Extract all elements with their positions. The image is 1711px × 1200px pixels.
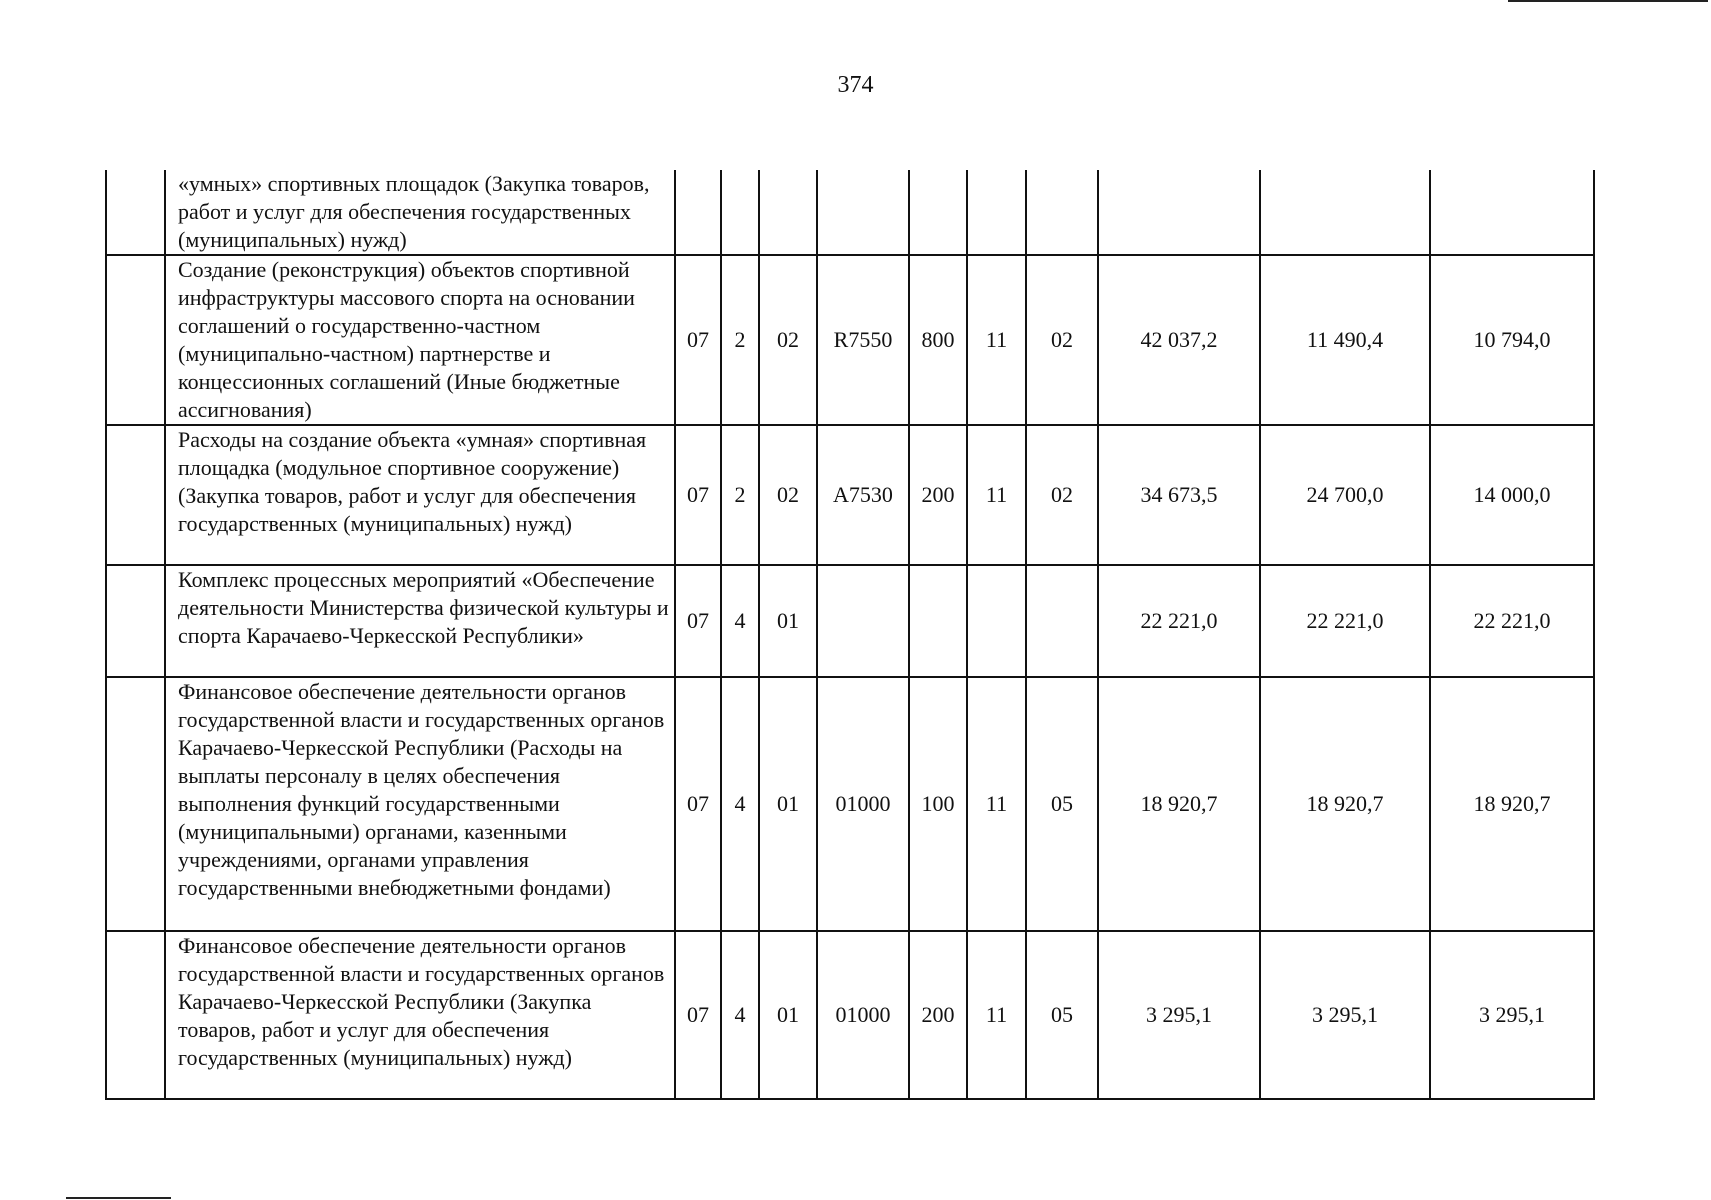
code-event: 02 <box>759 425 817 565</box>
amount-year-2 <box>1260 170 1430 255</box>
code-event <box>759 170 817 255</box>
row-description: Комплекс процессных мероприятий «Обеспечение деятельности Министерства физической культуры и спорта Карачаево-Черкесской Республики» <box>165 565 675 677</box>
row-number-cell <box>106 425 165 565</box>
amount-year-3: 18 920,7 <box>1430 677 1594 931</box>
amount-year-2: 11 490,4 <box>1260 255 1430 425</box>
code-program: 07 <box>675 565 721 677</box>
amount-year-1 <box>1098 170 1260 255</box>
code-subprogram: 2 <box>721 425 759 565</box>
code-subprogram: 4 <box>721 565 759 677</box>
table-row <box>106 931 1594 1099</box>
code-section: 11 <box>967 255 1026 425</box>
table-row <box>106 425 1594 565</box>
code-direction <box>817 170 909 255</box>
amount-year-3: 22 221,0 <box>1430 565 1594 677</box>
code-expense-type <box>909 170 967 255</box>
amount-year-3: 14 000,0 <box>1430 425 1594 565</box>
code-subprogram: 4 <box>721 931 759 1099</box>
row-number-cell <box>106 931 165 1099</box>
budget-table <box>105 170 1595 1100</box>
code-event: 01 <box>759 565 817 677</box>
code-subsection: 05 <box>1026 931 1098 1099</box>
row-description: Финансовое обеспечение деятельности органов государственной власти и государственных органов Карачаево-Черкесской Республики (Закупка товаров, работ и услуг для обеспечения государственных (муниципальных) нужд) <box>165 931 675 1099</box>
code-expense-type <box>909 565 967 677</box>
code-subsection: 02 <box>1026 425 1098 565</box>
amount-year-2: 3 295,1 <box>1260 931 1430 1099</box>
code-direction: 01000 <box>817 931 909 1099</box>
amount-year-2: 24 700,0 <box>1260 425 1430 565</box>
page-number: 374 <box>837 72 874 98</box>
amount-year-3 <box>1430 170 1594 255</box>
code-expense-type: 200 <box>909 425 967 565</box>
corner-rule-top <box>1508 0 1708 2</box>
code-direction: A7530 <box>817 425 909 565</box>
code-event: 01 <box>759 677 817 931</box>
row-description: Расходы на создание объекта «умная» спортивная площадка (модульное спортивное сооружение) (Закупка товаров, работ и услуг для обеспечения государственных (муниципальных) нужд) <box>165 425 675 565</box>
row-number-cell <box>106 170 165 255</box>
amount-year-1: 22 221,0 <box>1098 565 1260 677</box>
code-program <box>675 170 721 255</box>
row-description: Финансовое обеспечение деятельности органов государственной власти и государственных органов Карачаево-Черкесской Республики (Расходы на выплаты персоналу в целях обеспечения выполнения функций государственными (муниципальными) органами, казенными учреждениями, органами управления государственными внебюджетными фондами) <box>165 677 675 931</box>
amount-year-2: 18 920,7 <box>1260 677 1430 931</box>
code-program: 07 <box>675 255 721 425</box>
amount-year-2: 22 221,0 <box>1260 565 1430 677</box>
code-section <box>967 170 1026 255</box>
table-row <box>106 170 1594 255</box>
code-direction: R7550 <box>817 255 909 425</box>
code-section: 11 <box>967 425 1026 565</box>
row-number-cell <box>106 565 165 677</box>
code-program: 07 <box>675 425 721 565</box>
code-subsection <box>1026 170 1098 255</box>
amount-year-1: 34 673,5 <box>1098 425 1260 565</box>
code-subsection: 02 <box>1026 255 1098 425</box>
amount-year-1: 3 295,1 <box>1098 931 1260 1099</box>
code-section: 11 <box>967 677 1026 931</box>
code-subsection: 05 <box>1026 677 1098 931</box>
code-subsection <box>1026 565 1098 677</box>
code-program: 07 <box>675 931 721 1099</box>
code-section <box>967 565 1026 677</box>
code-subprogram: 4 <box>721 677 759 931</box>
code-subprogram <box>721 170 759 255</box>
amount-year-3: 10 794,0 <box>1430 255 1594 425</box>
table-row <box>106 565 1594 677</box>
row-description: «умных» спортивных площадок (Закупка товаров, работ и услуг для обеспечения государственных (муниципальных) нужд) <box>165 170 675 255</box>
amount-year-1: 42 037,2 <box>1098 255 1260 425</box>
code-expense-type: 100 <box>909 677 967 931</box>
table-row <box>106 255 1594 425</box>
code-program: 07 <box>675 677 721 931</box>
code-expense-type: 800 <box>909 255 967 425</box>
code-direction <box>817 565 909 677</box>
row-number-cell <box>106 255 165 425</box>
code-event: 02 <box>759 255 817 425</box>
table-body <box>106 170 1594 1099</box>
amount-year-3: 3 295,1 <box>1430 931 1594 1099</box>
code-expense-type: 200 <box>909 931 967 1099</box>
code-direction: 01000 <box>817 677 909 931</box>
code-event: 01 <box>759 931 817 1099</box>
table-row <box>106 677 1594 931</box>
corner-rule-bottom <box>66 1197 171 1199</box>
row-number-cell <box>106 677 165 931</box>
amount-year-1: 18 920,7 <box>1098 677 1260 931</box>
code-subprogram: 2 <box>721 255 759 425</box>
row-description: Создание (реконструкция) объектов спортивной инфраструктуры массового спорта на основании соглашений о государственно-частном (муниципально-частном) партнерстве и концессионных соглашений (Иные бюджетные ассигнования) <box>165 255 675 425</box>
code-section: 11 <box>967 931 1026 1099</box>
